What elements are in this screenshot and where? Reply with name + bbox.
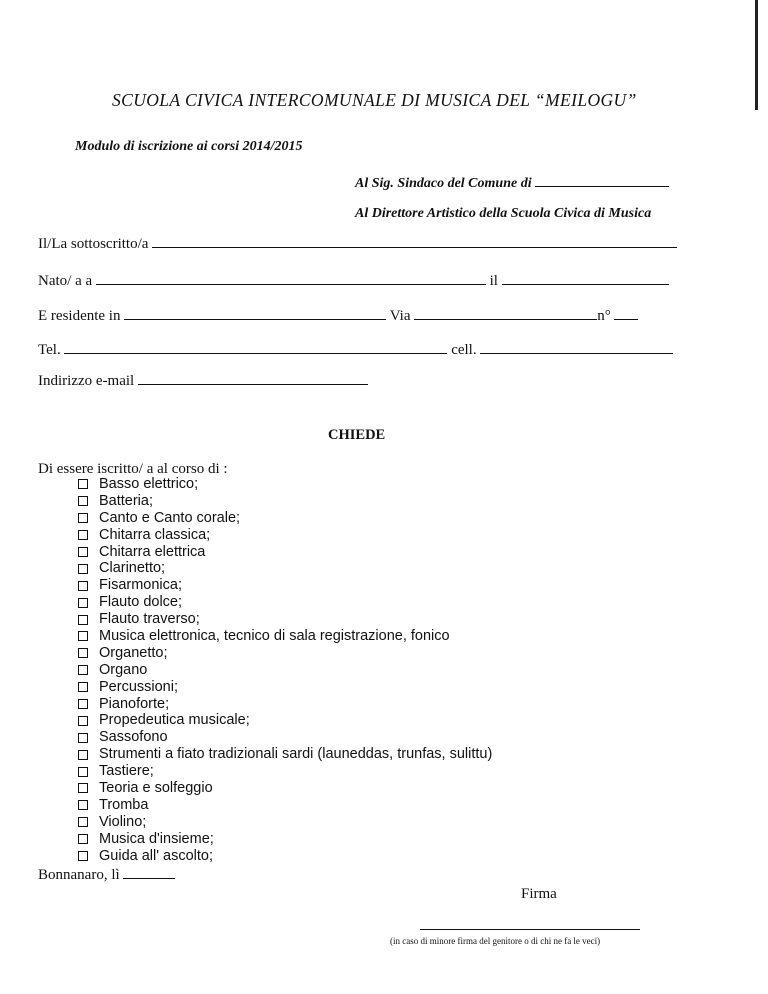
checkbox-icon[interactable] xyxy=(78,598,88,608)
course-label: Pianoforte; xyxy=(99,695,170,712)
course-label: Basso elettrico; xyxy=(99,476,199,492)
course-label: Percussioni; xyxy=(99,678,178,695)
form-subtitle: Modulo di iscrizione ai corsi 2014/2015 xyxy=(75,139,303,154)
course-item[interactable] xyxy=(77,594,492,611)
checkbox-icon[interactable] xyxy=(78,716,88,726)
course-label: Strumenti a fiato tradizionali sardi (launeddas, trunfas, sulittu) xyxy=(99,746,493,763)
course-label: Tastiere; xyxy=(99,763,154,780)
recipient-mayor xyxy=(355,174,669,192)
checkbox-icon[interactable] xyxy=(78,648,88,658)
course-item[interactable] xyxy=(77,544,492,561)
checkbox-icon[interactable] xyxy=(78,682,88,692)
signature-line[interactable] xyxy=(420,929,640,930)
checkbox-icon[interactable] xyxy=(78,699,88,709)
born-label: Nato/ a a xyxy=(38,273,93,289)
email-label: Indirizzo e-mail xyxy=(38,373,135,389)
course-item[interactable] xyxy=(77,577,492,594)
checkbox-icon[interactable] xyxy=(78,496,88,506)
place-date-label: Bonnanaro, lì xyxy=(38,867,120,883)
undersigned-row xyxy=(38,235,677,253)
course-label: Chitarra elettrica xyxy=(99,543,206,560)
course-label: Organetto; xyxy=(99,644,168,661)
course-item[interactable] xyxy=(77,696,492,713)
checkbox-icon[interactable] xyxy=(78,834,88,844)
undersigned-label: Il/La sottoscritto/a xyxy=(38,236,149,252)
phone-label: Tel. xyxy=(38,342,61,358)
course-item[interactable] xyxy=(77,493,492,510)
course-label: Batteria; xyxy=(99,492,153,509)
course-list xyxy=(77,476,492,864)
course-label: Violino; xyxy=(99,813,147,830)
checkbox-icon[interactable] xyxy=(78,513,88,523)
undersigned-field[interactable] xyxy=(152,235,677,248)
birth-row xyxy=(38,272,669,290)
course-item[interactable] xyxy=(77,527,492,544)
email-row xyxy=(38,372,368,390)
checkbox-icon[interactable] xyxy=(78,665,88,675)
checkbox-icon[interactable] xyxy=(78,547,88,557)
number-label: n° xyxy=(597,308,611,324)
request-text: Di essere iscritto/ a al corso di : xyxy=(38,461,228,477)
mobile-label: cell. xyxy=(451,342,477,358)
checkbox-icon[interactable] xyxy=(78,530,88,540)
checkbox-icon[interactable] xyxy=(78,817,88,827)
course-label: Propedeutica musicale; xyxy=(99,712,250,729)
street-label: Via xyxy=(389,308,411,324)
course-item[interactable] xyxy=(77,560,492,577)
course-item[interactable] xyxy=(77,628,492,645)
course-item[interactable] xyxy=(77,797,492,814)
mayor-comune-field[interactable] xyxy=(535,174,669,187)
document-title: SCUOLA CIVICA INTERCOMUNALE DI MUSICA DEL “MEILOGU” xyxy=(112,90,637,110)
checkbox-icon[interactable] xyxy=(78,631,88,641)
checkbox-icon[interactable] xyxy=(78,581,88,591)
street-field[interactable] xyxy=(414,307,597,320)
course-label: Clarinetto; xyxy=(99,560,166,577)
place-date-row xyxy=(38,866,175,884)
birthdate-label: il xyxy=(489,273,498,289)
course-label: Teoria e solfeggio xyxy=(99,780,213,797)
course-label: Canto e Canto corale; xyxy=(99,509,241,526)
course-item[interactable] xyxy=(77,763,492,780)
course-item[interactable] xyxy=(77,746,492,763)
course-label: Flauto traverso; xyxy=(99,611,200,628)
mobile-field[interactable] xyxy=(480,341,673,354)
course-label: Fisarmonica; xyxy=(99,577,182,594)
signature-note: (in caso di minore firma del genitore o di chi ne fa le veci) xyxy=(390,936,601,946)
course-item[interactable] xyxy=(77,780,492,797)
course-item[interactable] xyxy=(77,611,492,628)
course-item[interactable] xyxy=(77,848,492,865)
checkbox-icon[interactable] xyxy=(78,767,88,777)
residence-field[interactable] xyxy=(124,307,386,320)
course-item[interactable] xyxy=(77,662,492,679)
signature-label: Firma xyxy=(521,886,557,902)
course-label: Organo xyxy=(99,661,148,678)
scan-edge xyxy=(755,0,758,110)
course-item[interactable] xyxy=(77,510,492,527)
checkbox-icon[interactable] xyxy=(78,800,88,810)
residence-row xyxy=(38,307,638,325)
course-label: Musica d'insieme; xyxy=(99,830,214,847)
course-item[interactable] xyxy=(77,712,492,729)
checkbox-icon[interactable] xyxy=(78,750,88,760)
course-item[interactable] xyxy=(77,729,492,746)
course-label: Tromba xyxy=(99,796,149,813)
course-item[interactable] xyxy=(77,679,492,696)
checkbox-icon[interactable] xyxy=(78,733,88,743)
checkbox-icon[interactable] xyxy=(78,479,88,489)
course-label: Sassofono xyxy=(99,729,168,746)
checkbox-icon[interactable] xyxy=(78,783,88,793)
email-field[interactable] xyxy=(138,372,368,385)
course-label: Chitarra classica; xyxy=(99,526,211,543)
phone-row xyxy=(38,341,673,359)
request-heading: CHIEDE xyxy=(328,427,386,443)
course-item[interactable] xyxy=(77,476,492,493)
date-field[interactable] xyxy=(123,866,175,879)
course-label: Guida all' ascolto; xyxy=(99,847,213,864)
resident-label: E residente in xyxy=(38,308,121,324)
course-item[interactable] xyxy=(77,831,492,848)
checkbox-icon[interactable] xyxy=(78,851,88,861)
checkbox-icon[interactable] xyxy=(78,615,88,625)
recipient-director: Al Direttore Artistico della Scuola Civica di Musica xyxy=(355,206,652,221)
birthdate-field[interactable] xyxy=(502,272,669,285)
number-field[interactable] xyxy=(614,307,638,320)
birthplace-field[interactable] xyxy=(96,272,486,285)
course-label: Musica elettronica, tecnico di sala registrazione, fonico xyxy=(99,628,450,645)
course-label: Flauto dolce; xyxy=(99,594,183,611)
course-item[interactable] xyxy=(77,645,492,662)
checkbox-icon[interactable] xyxy=(78,564,88,574)
course-item[interactable] xyxy=(77,814,492,831)
recipient-mayor-label: Al Sig. Sindaco del Comune di xyxy=(355,176,532,191)
phone-field[interactable] xyxy=(64,341,447,354)
